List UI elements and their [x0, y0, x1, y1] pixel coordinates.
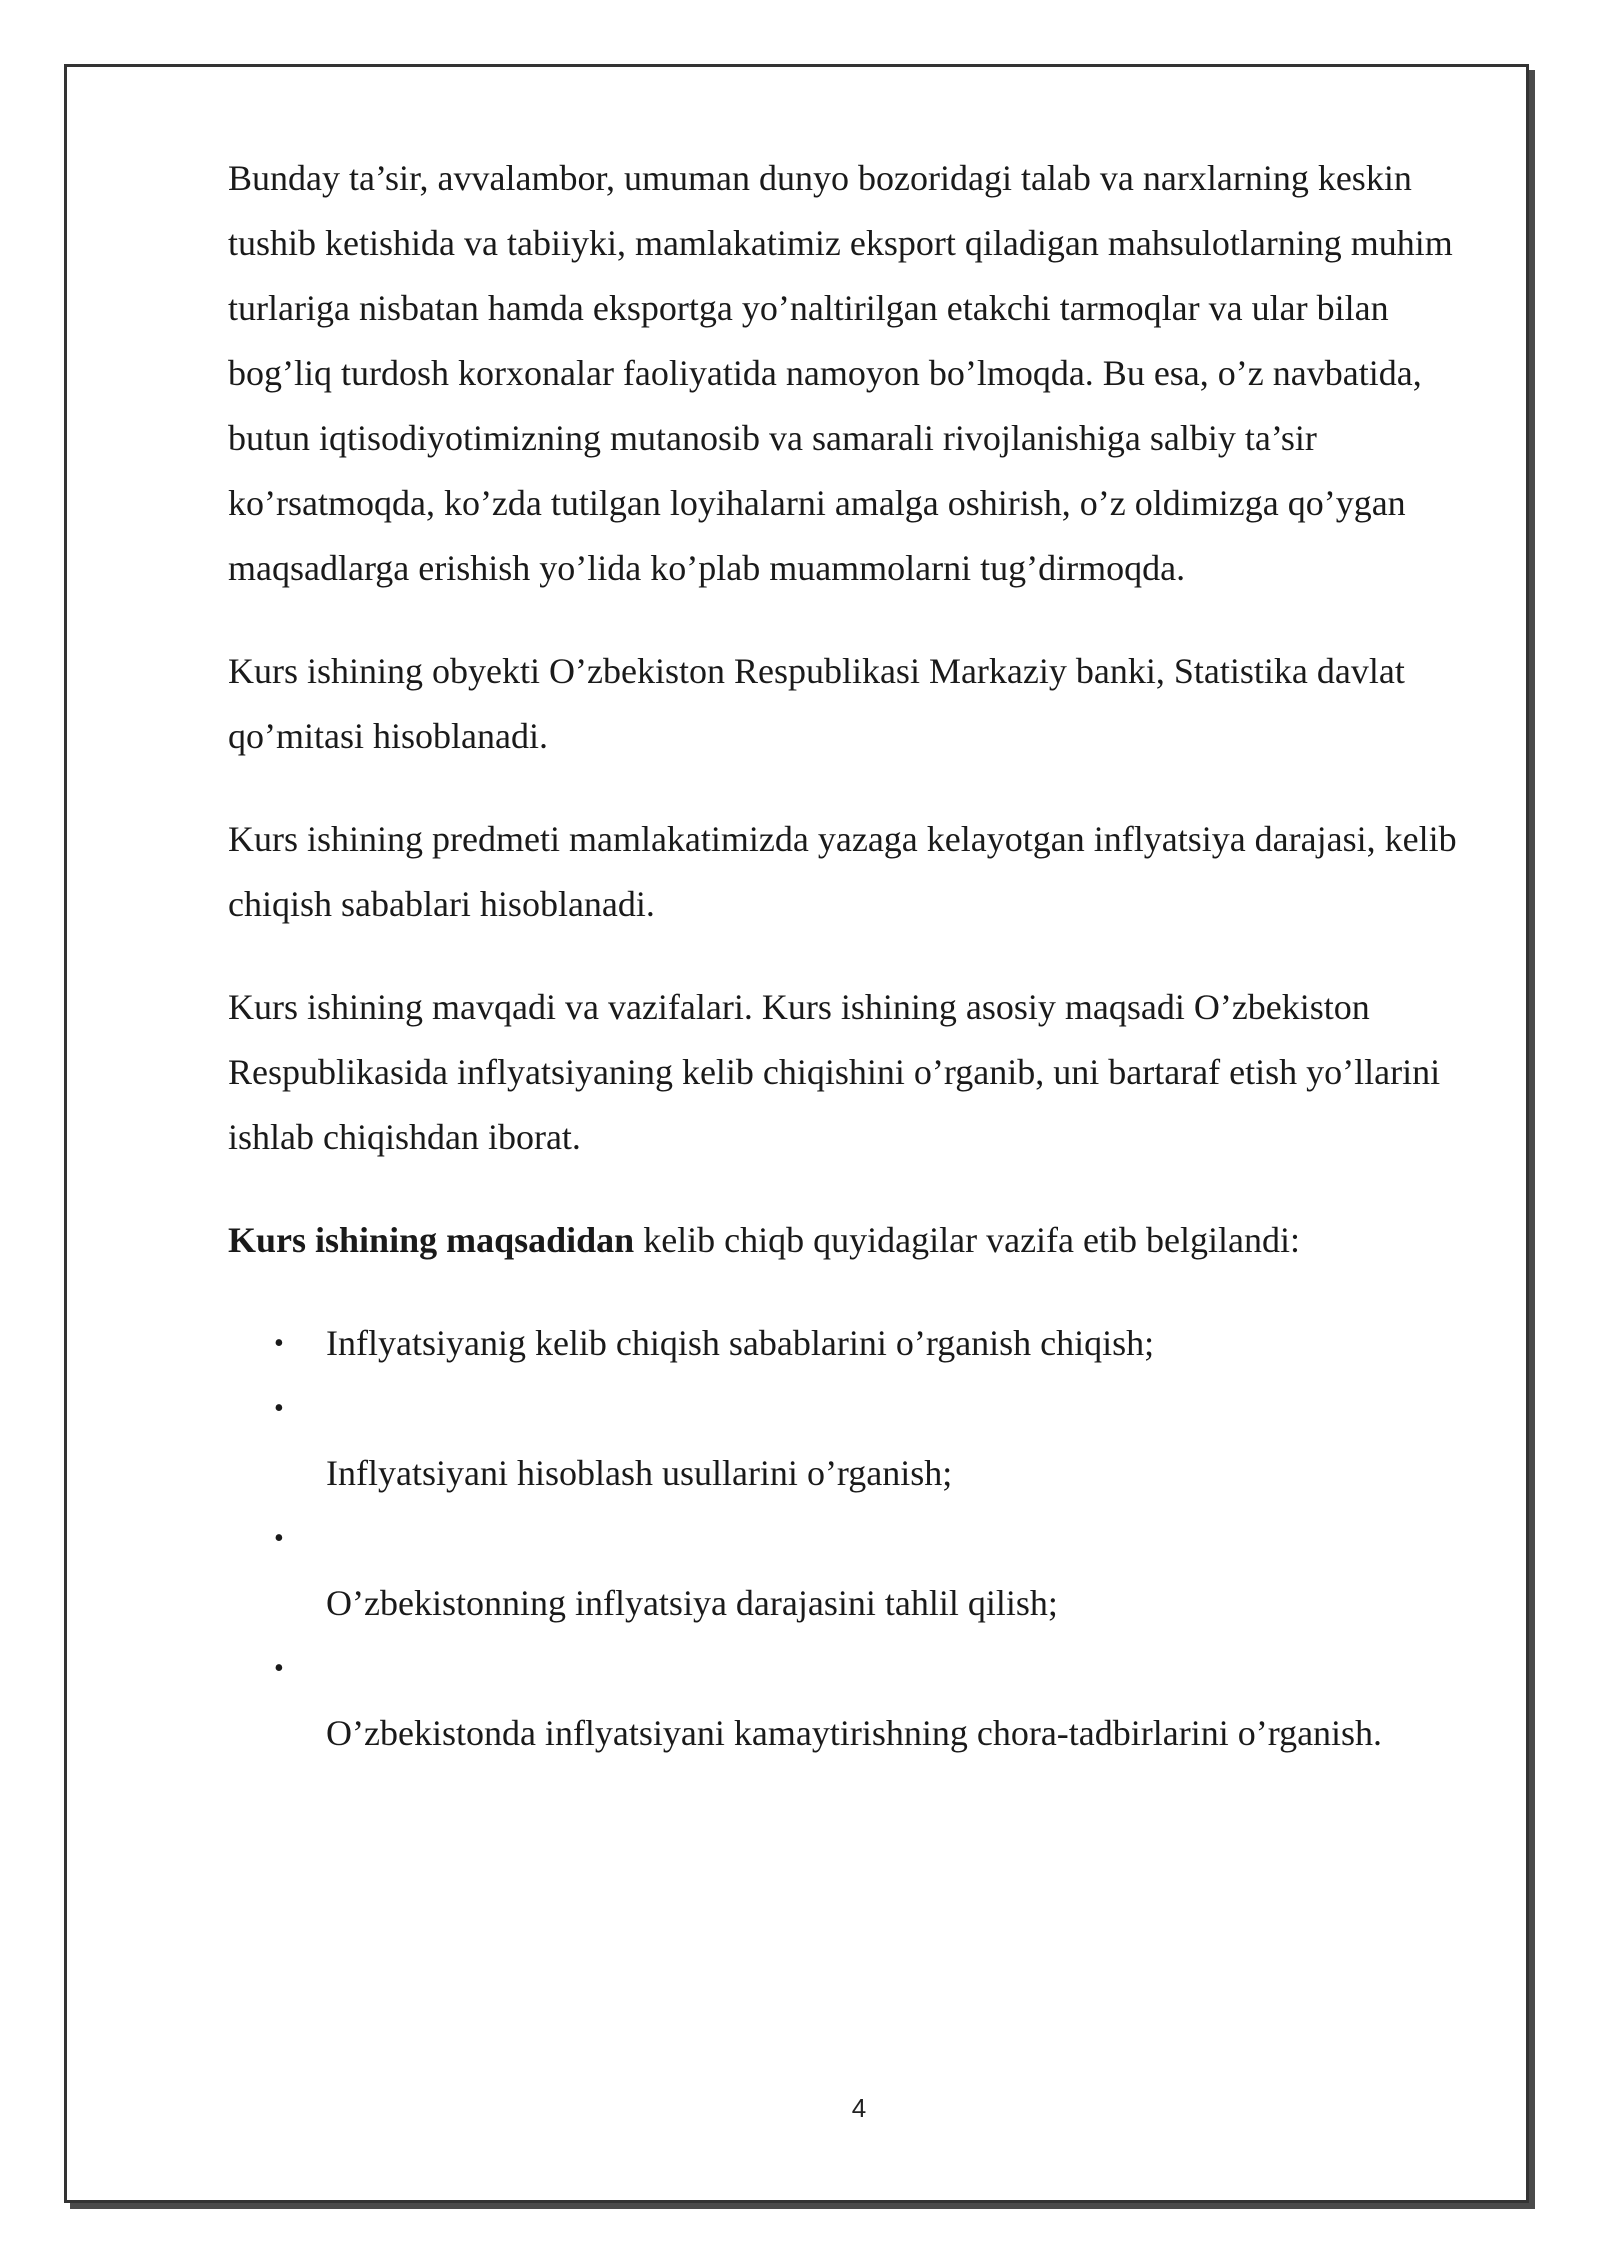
bullet-icon: • — [274, 1393, 284, 1424]
tasks-heading-bold: Kurs ishining maqsadidan — [228, 1220, 635, 1260]
list-item — [228, 1376, 1490, 1506]
page-number: 4 — [851, 2093, 867, 2123]
document-body — [228, 146, 1490, 1766]
task-list — [228, 1311, 1490, 1766]
bullet-icon: • — [274, 1328, 284, 1359]
paragraph-goal: Kurs ishining mavqadi va vazifalari. Kurs ishining asosiy maqsadi O’zbekiston Respublikasida inflyatsiyaning kelib chiqishini o’rganib, uni bartaraf etish yo’llarini ishlab chiqishdan iborat. — [228, 987, 1441, 1157]
task-item-3: O’zbekistonning inflyatsiya darajasini tahlil qilish; — [326, 1583, 1058, 1623]
list-item — [228, 1311, 1490, 1376]
task-item-4: O’zbekistonda inflyatsiyani kamaytirishning chora-tadbirlarini o’rganish. — [326, 1713, 1383, 1753]
paragraph-intro: Bunday ta’sir, avvalambor, umuman dunyo bozoridagi talab va narxlarning keskin tushib ketishida va tabiiyki, mamlakatimiz eksport qiladigan mahsulotlarning muhim turlariga nisbatan hamda eksportga yo’naltirilgan etakchi tarmoqlar va ular bilan bog’liq turdosh korxonalar faoliyatida namoyon bo’lmoqda. Bu esa, o’z navbatida, butun iqtisodiyotimizning mutanosib va samarali rivojlanishiga salbiy ta’sir ko’rsatmoqda, ko’zda tutilgan loyihalarni amalga oshirish, o’z oldimizga qo’ygan maqsadlarga erishish yo’lida ko’plab muammolarni tug’dirmoqda. — [228, 158, 1453, 588]
task-item-1: Inflyatsiyanig kelib chiqish sabablarini o’rganish chiqish; — [326, 1323, 1155, 1363]
bullet-icon: • — [274, 1523, 284, 1554]
list-item — [228, 1636, 1490, 1766]
tasks-heading — [228, 1208, 1490, 1273]
paragraph-subject: Kurs ishining predmeti mamlakatimizda yazaga kelayotgan inflyatsiya darajasi, kelib chiqish sabablari hisoblanadi. — [228, 819, 1457, 924]
bullet-icon: • — [274, 1653, 284, 1684]
list-item — [228, 1506, 1490, 1636]
task-item-2: Inflyatsiyani hisoblash usullarini o’rganish; — [326, 1453, 953, 1493]
paragraph-object: Kurs ishining obyekti O’zbekiston Respublikasi Markaziy banki, Statistika davlat qo’mitasi hisoblanadi. — [228, 651, 1405, 756]
tasks-heading-rest: kelib chiqb quyidagilar vazifa etib belgilandi: — [634, 1220, 1300, 1260]
